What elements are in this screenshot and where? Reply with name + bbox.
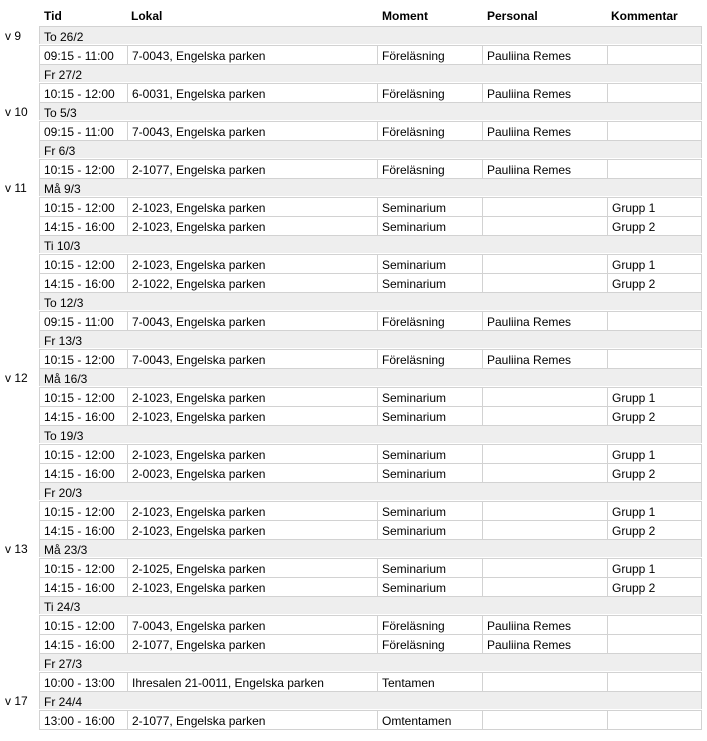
cell-tid: 10:00 - 13:00: [40, 673, 128, 691]
day-label: To 5/3: [44, 106, 77, 120]
cell-kommentar: Grupp 2: [612, 220, 656, 234]
cell-lokal: 2-1023, Engelska parken: [128, 198, 378, 216]
event-row: [39, 634, 702, 653]
table-row: [0, 672, 707, 691]
day-row: [0, 330, 707, 349]
event-row: [39, 710, 702, 730]
cell-lokal: 2-1077, Engelska parken: [128, 160, 378, 178]
event-row: [39, 216, 702, 235]
cell-tid: 14:15 - 16:00: [40, 217, 128, 235]
table-row: [0, 311, 707, 330]
cell-moment: Seminarium: [378, 559, 483, 577]
cell-kommentar: Grupp 2: [612, 524, 656, 538]
day-label: Må 16/3: [44, 372, 88, 386]
table-row: [0, 558, 707, 577]
day-header: [39, 64, 702, 82]
cell-personal: [483, 711, 608, 729]
cell-tid: 10:15 - 12:00: [40, 445, 128, 463]
event-row: [39, 444, 702, 463]
table-row: [0, 520, 707, 539]
cell-kommentar: Grupp 1: [612, 562, 656, 576]
cell-kommentar: Grupp 2: [612, 410, 656, 424]
day-row: [0, 235, 707, 254]
cell-lokal: 2-1023, Engelska parken: [128, 578, 378, 596]
cell-personal: Pauliina Remes: [483, 160, 608, 178]
cell-moment: Seminarium: [378, 521, 483, 539]
day-label: To 19/3: [44, 429, 84, 443]
day-row: [0, 368, 707, 387]
cell-moment: Föreläsning: [378, 46, 483, 64]
cell-personal: [483, 255, 608, 273]
event-row: [39, 520, 702, 539]
cell-lokal: 7-0043, Engelska parken: [128, 122, 378, 140]
day-label: Fr 27/3: [44, 657, 83, 671]
cell-moment: Föreläsning: [378, 616, 483, 634]
cell-personal: [483, 198, 608, 216]
cell-kommentar: [608, 673, 701, 691]
day-label: Fr 6/3: [44, 144, 76, 158]
cell-moment: Seminarium: [378, 198, 483, 216]
header-tid: Tid: [44, 9, 62, 23]
cell-lokal: 2-1025, Engelska parken: [128, 559, 378, 577]
cell-personal: Pauliina Remes: [483, 46, 608, 64]
day-row: [0, 425, 707, 444]
event-row: [39, 121, 702, 140]
cell-personal: [483, 578, 608, 596]
event-row: [39, 406, 702, 425]
table-row: [0, 634, 707, 653]
cell-kommentar: [608, 84, 701, 102]
cell-kommentar: [608, 635, 701, 653]
cell-moment: Seminarium: [378, 445, 483, 463]
day-header: [39, 482, 702, 500]
cell-lokal: 7-0043, Engelska parken: [128, 616, 378, 634]
cell-tid: 10:15 - 12:00: [40, 350, 128, 368]
cell-personal: Pauliina Remes: [483, 312, 608, 330]
cell-tid: 10:15 - 12:00: [40, 388, 128, 406]
cell-tid: 09:15 - 11:00: [40, 122, 128, 140]
week-label: v 17: [5, 694, 28, 708]
day-label: Fr 13/3: [44, 334, 83, 348]
cell-kommentar: Grupp 1: [612, 391, 656, 405]
event-row: [39, 159, 702, 178]
event-row: [39, 349, 702, 368]
header-moment: Moment: [382, 9, 428, 23]
day-row: [0, 292, 707, 311]
header-personal: Personal: [487, 9, 538, 23]
cell-tid: 14:15 - 16:00: [40, 521, 128, 539]
cell-kommentar: Grupp 1: [612, 258, 656, 272]
day-label: Ti 10/3: [44, 239, 81, 253]
cell-lokal: 7-0043, Engelska parken: [128, 312, 378, 330]
cell-tid: 09:15 - 11:00: [40, 46, 128, 64]
day-row: [0, 596, 707, 615]
cell-personal: [483, 407, 608, 425]
day-header: [39, 178, 702, 196]
cell-moment: Föreläsning: [378, 160, 483, 178]
cell-kommentar: Grupp 1: [612, 201, 656, 215]
day-header: [39, 140, 702, 158]
table-row: [0, 463, 707, 482]
cell-kommentar: [608, 616, 701, 634]
cell-lokal: 2-1023, Engelska parken: [128, 445, 378, 463]
day-header: [39, 235, 702, 253]
day-label: To 26/2: [44, 30, 84, 44]
cell-personal: [483, 673, 608, 691]
cell-kommentar: Grupp 2: [612, 277, 656, 291]
cell-moment: Föreläsning: [378, 635, 483, 653]
week-label: v 12: [5, 371, 28, 385]
event-row: [39, 83, 702, 102]
cell-moment: Seminarium: [378, 407, 483, 425]
cell-personal: [483, 502, 608, 520]
day-row: [0, 178, 707, 197]
event-row: [39, 672, 702, 691]
day-header: [39, 292, 702, 310]
cell-tid: 10:15 - 12:00: [40, 84, 128, 102]
cell-kommentar: Grupp 1: [612, 448, 656, 462]
table-row: [0, 197, 707, 216]
cell-personal: [483, 559, 608, 577]
cell-personal: [483, 274, 608, 292]
cell-tid: 14:15 - 16:00: [40, 407, 128, 425]
cell-tid: 09:15 - 11:00: [40, 312, 128, 330]
event-row: [39, 463, 702, 482]
header-kommentar: Kommentar: [611, 9, 678, 23]
cell-tid: 10:15 - 12:00: [40, 616, 128, 634]
cell-lokal: 2-1077, Engelska parken: [128, 635, 378, 653]
event-row: [39, 311, 702, 330]
event-row: [39, 45, 702, 64]
table-row: [0, 45, 707, 64]
event-row: [39, 387, 702, 406]
day-row: [0, 539, 707, 558]
cell-kommentar: Grupp 2: [612, 467, 656, 481]
day-label: Fr 24/4: [44, 695, 83, 709]
cell-kommentar: [608, 350, 701, 368]
table-row: [0, 387, 707, 406]
cell-lokal: 2-1023, Engelska parken: [128, 407, 378, 425]
cell-personal: Pauliina Remes: [483, 122, 608, 140]
event-row: [39, 577, 702, 596]
cell-personal: [483, 445, 608, 463]
cell-kommentar: [608, 46, 701, 64]
table-row: [0, 710, 707, 729]
week-label: v 10: [5, 105, 28, 119]
table-row: [0, 254, 707, 273]
day-header: [39, 330, 702, 348]
event-row: [39, 197, 702, 216]
cell-moment: Seminarium: [378, 502, 483, 520]
table-row: [0, 273, 707, 292]
day-header: [39, 425, 702, 443]
day-header: [39, 691, 702, 709]
day-row: [0, 26, 707, 45]
cell-tid: 10:15 - 12:00: [40, 160, 128, 178]
cell-lokal: 7-0043, Engelska parken: [128, 46, 378, 64]
event-row: [39, 558, 702, 577]
table-row: [0, 121, 707, 140]
cell-moment: Seminarium: [378, 388, 483, 406]
cell-lokal: 2-1023, Engelska parken: [128, 217, 378, 235]
table-row: [0, 615, 707, 634]
cell-moment: Seminarium: [378, 464, 483, 482]
cell-tid: 14:15 - 16:00: [40, 635, 128, 653]
cell-personal: [483, 217, 608, 235]
cell-lokal: 2-1022, Engelska parken: [128, 274, 378, 292]
cell-tid: 10:15 - 12:00: [40, 255, 128, 273]
cell-kommentar: [608, 711, 701, 729]
day-label: Fr 27/2: [44, 68, 83, 82]
week-label: v 13: [5, 542, 28, 556]
day-label: Fr 20/3: [44, 486, 83, 500]
table-row: [0, 444, 707, 463]
day-label: Må 9/3: [44, 182, 81, 196]
day-header: [39, 368, 702, 386]
day-row: [0, 691, 707, 710]
cell-personal: [483, 521, 608, 539]
cell-lokal: 2-1077, Engelska parken: [128, 711, 378, 729]
cell-lokal: 2-1023, Engelska parken: [128, 502, 378, 520]
table-header: [0, 0, 707, 26]
cell-personal: [483, 388, 608, 406]
cell-lokal: 2-0023, Engelska parken: [128, 464, 378, 482]
cell-moment: Seminarium: [378, 578, 483, 596]
cell-moment: Omtentamen: [378, 711, 483, 729]
day-label: Må 23/3: [44, 543, 88, 557]
table-row: [0, 501, 707, 520]
day-row: [0, 482, 707, 501]
table-row: [0, 349, 707, 368]
cell-personal: Pauliina Remes: [483, 635, 608, 653]
event-row: [39, 273, 702, 292]
cell-moment: Föreläsning: [378, 122, 483, 140]
day-row: [0, 64, 707, 83]
event-row: [39, 615, 702, 634]
day-label: Ti 24/3: [44, 600, 81, 614]
cell-kommentar: [608, 122, 701, 140]
cell-tid: 10:15 - 12:00: [40, 502, 128, 520]
day-header: [39, 102, 702, 120]
cell-tid: 14:15 - 16:00: [40, 578, 128, 596]
cell-lokal: 2-1023, Engelska parken: [128, 521, 378, 539]
cell-tid: 10:15 - 12:00: [40, 198, 128, 216]
day-row: [0, 653, 707, 672]
cell-moment: Seminarium: [378, 255, 483, 273]
cell-tid: 14:15 - 16:00: [40, 274, 128, 292]
day-row: [0, 140, 707, 159]
week-label: v 9: [5, 29, 22, 43]
cell-moment: Föreläsning: [378, 312, 483, 330]
day-header: [39, 653, 702, 671]
cell-lokal: 7-0043, Engelska parken: [128, 350, 378, 368]
cell-kommentar: [608, 312, 701, 330]
day-label: To 12/3: [44, 296, 84, 310]
event-row: [39, 254, 702, 273]
event-row: [39, 501, 702, 520]
table-row: [0, 83, 707, 102]
header-lokal: Lokal: [131, 9, 163, 23]
cell-tid: 10:15 - 12:00: [40, 559, 128, 577]
cell-lokal: 2-1023, Engelska parken: [128, 388, 378, 406]
cell-kommentar: Grupp 1: [612, 505, 656, 519]
week-label: v 11: [5, 181, 27, 195]
cell-personal: [483, 464, 608, 482]
cell-lokal: Ihresalen 21-0011, Engelska parken: [128, 673, 378, 691]
day-header: [39, 26, 702, 44]
cell-tid: 13:00 - 16:00: [40, 711, 128, 729]
day-header: [39, 596, 702, 614]
day-row: [0, 102, 707, 121]
cell-personal: Pauliina Remes: [483, 350, 608, 368]
table-row: [0, 216, 707, 235]
cell-moment: Seminarium: [378, 274, 483, 292]
table-row: [0, 577, 707, 596]
table-row: [0, 406, 707, 425]
cell-moment: Föreläsning: [378, 84, 483, 102]
cell-personal: Pauliina Remes: [483, 616, 608, 634]
cell-lokal: 2-1023, Engelska parken: [128, 255, 378, 273]
schedule-table: [0, 26, 707, 729]
cell-tid: 14:15 - 16:00: [40, 464, 128, 482]
cell-kommentar: Grupp 2: [612, 581, 656, 595]
cell-moment: Tentamen: [378, 673, 483, 691]
cell-personal: Pauliina Remes: [483, 84, 608, 102]
cell-lokal: 6-0031, Engelska parken: [128, 84, 378, 102]
table-row: [0, 159, 707, 178]
cell-moment: Seminarium: [378, 217, 483, 235]
cell-moment: Föreläsning: [378, 350, 483, 368]
day-header: [39, 539, 702, 557]
cell-kommentar: [608, 160, 701, 178]
